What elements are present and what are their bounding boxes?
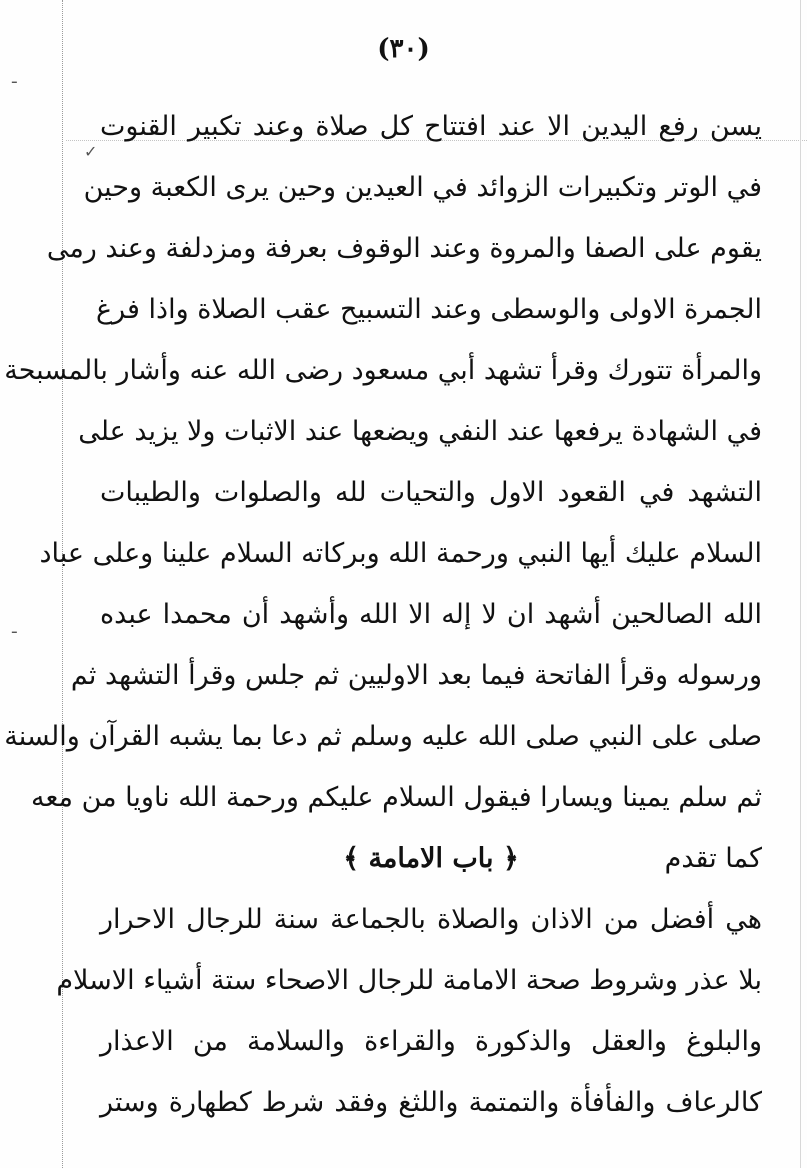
page-number: (٣٠) (377, 34, 430, 64)
text-line: يسن رفع اليدين الا عند افتتاح كل صلاة وعند تكبير القنوت (100, 111, 762, 142)
text-line: الجمرة الاولى والوسطى وعند التسبيح عقب الصلاة واذا فرغ (96, 294, 762, 325)
text-line: كالرعاف والفأفأة والتمتمة واللثغ وفقد شرط كطهارة وستر (100, 1087, 762, 1118)
text-line: الله الصالحين أشهد ان لا إله الا الله وأشهد أن محمدا عبده (100, 599, 762, 630)
page-right-edge (800, 0, 801, 1168)
text-line: في الشهادة يرفعها عند النفي ويضعها عند الاثبات ولا يزيد على (78, 416, 762, 447)
text-line-tail: كما تقدم (664, 843, 762, 874)
body-text (4, 96, 762, 1133)
section-heading: ﴿ باب الامامة ﴾ (343, 843, 519, 874)
text-line: السلام عليك أيها النبي ورحمة الله وبركاته السلام علينا وعلى عباد (39, 538, 762, 569)
text-line: هي أفضل من الاذان والصلاة بالجماعة سنة للرجال الاحرار (100, 904, 762, 935)
text-line: ثم سلم يمينا ويسارا فيقول السلام عليكم ورحمة الله ناويا من معه (31, 782, 762, 813)
text-line: والمرأة تتورك وقرأ تشهد أبي مسعود رضى الله عنه وأشار بالمسبحة (4, 355, 762, 386)
text-line: والبلوغ والعقل والذكورة والقراءة والسلامة من الاعذار (100, 1026, 762, 1057)
text-line: ورسوله وقرأ الفاتحة فيما بعد الاوليين ثم جلس وقرأ التشهد ثم (70, 660, 762, 691)
heading-row (100, 828, 762, 889)
margin-check-mark: ✓ (84, 142, 98, 161)
text-line: في الوتر وتكبيرات الزوائد في العيدين وحين يرى الكعبة وحين (83, 172, 762, 203)
text-line: صلى على النبي صلى الله عليه وسلم ثم دعا بما يشبه القرآن والسنة (4, 721, 762, 752)
text-line: بلا عذر وشروط صحة الامامة للرجال الاصحاء ستة أشياء الاسلام (56, 965, 762, 996)
margin-tick-mark: ـ (12, 68, 17, 87)
text-line: يقوم على الصفا والمروة وعند الوقوف بعرفة ومزدلفة وعند رمى (46, 233, 762, 264)
margin-tick-mark: ـ (12, 618, 17, 637)
text-line: التشهد في القعود الاول والتحيات لله والصلوات والطيبات (100, 477, 762, 508)
